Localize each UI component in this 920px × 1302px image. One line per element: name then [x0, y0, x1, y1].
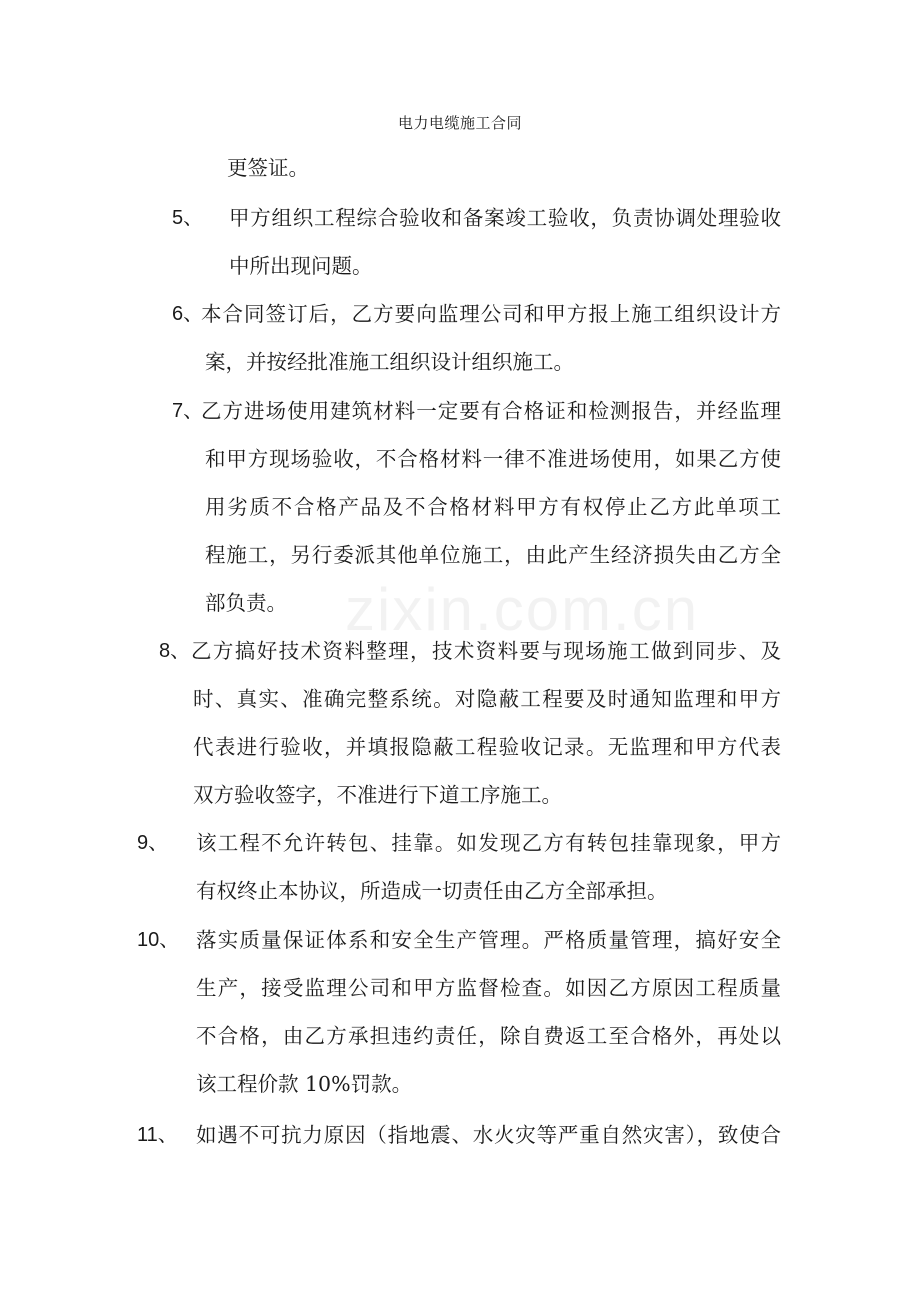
paragraph-line: 生产，接受监理公司和甲方监督检查。如因乙方原因工程质量	[196, 976, 781, 1000]
paragraph-line: 如遇不可抗力原因（指地震、水火灾等严重自然灾害），致使合	[196, 1123, 781, 1147]
paragraph-line: 和甲方现场验收，不合格材料一律不准进场使用，如果乙方使	[205, 447, 781, 471]
watermark: zixin.com.cn	[345, 576, 700, 643]
paragraph-line: 落实质量保证体系和安全生产管理。严格质量管理，搞好安全	[196, 928, 781, 952]
page-header-title: 电力电缆施工合同	[397, 114, 522, 132]
paragraph-line: 中所出现问题。	[229, 254, 373, 278]
item-number: 11、	[137, 1124, 178, 1146]
paragraph-line: 甲方组织工程综合验收和备案竣工验收，负责协调处理验收	[229, 206, 781, 230]
paragraph-line: 有权终止本协议，所造成一切责任由乙方全部承担。	[196, 879, 668, 903]
paragraph-line: 部负责。	[205, 591, 287, 615]
paragraph-line: 案，并按经批准施工组织设计组织施工。	[205, 350, 574, 374]
paragraph-line: 双方验收签字，不准进行下道工序施工。	[193, 783, 562, 807]
item-number: 6、	[172, 303, 204, 325]
item-number: 5、	[172, 207, 204, 229]
item-number: 10、	[137, 929, 180, 951]
paragraph-line: 程施工，另行委派其他单位施工，由此产生经济损失由乙方全	[205, 543, 781, 567]
paragraph-line: 乙方搞好技术资料整理，技术资料要与现场施工做到同步、及	[191, 639, 781, 663]
item-number: 7、	[172, 400, 204, 422]
paragraph-line: 本合同签订后，乙方要向监理公司和甲方报上施工组织设计方	[201, 302, 781, 326]
paragraph-line: 更签证。	[227, 156, 309, 180]
paragraph-line: 代表进行验收，并填报隐蔽工程验收记录。无监理和甲方代表	[193, 735, 781, 759]
item-number: 8、	[159, 640, 191, 662]
item-number: 9、	[137, 832, 169, 854]
paragraph-line: 用劣质不合格产品及不合格材料甲方有权停止乙方此单项工	[205, 495, 781, 519]
paragraph-line: 该工程价款 10%罚款。	[196, 1072, 413, 1096]
paragraph-line: 该工程不允许转包、挂靠。如发现乙方有转包挂靠现象，甲方	[196, 831, 781, 855]
paragraph-line: 乙方进场使用建筑材料一定要有合格证和检测报告，并经监理	[201, 399, 781, 423]
paragraph-line: 时、真实、准确完整系统。对隐蔽工程要及时通知监理和甲方	[193, 687, 781, 711]
paragraph-line: 不合格，由乙方承担违约责任，除自费返工至合格外，再处以	[196, 1024, 781, 1048]
